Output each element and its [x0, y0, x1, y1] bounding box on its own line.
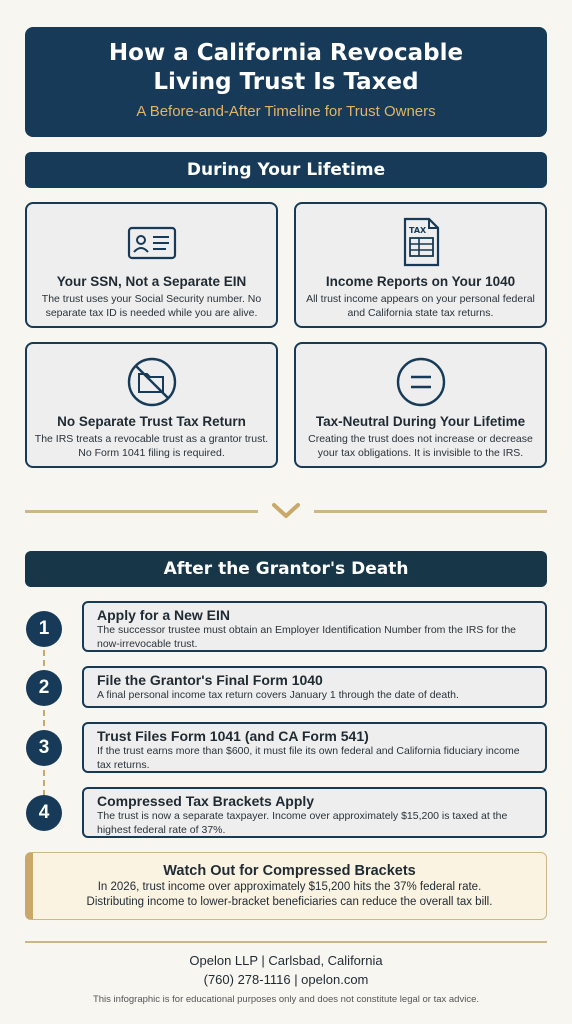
card-title: Tax-Neutral During Your Lifetime — [315, 414, 526, 429]
card-title: Your SSN, Not a Separate EIN — [56, 274, 247, 289]
step-title: Trust Files Form 1041 (and CA Form 541) — [97, 728, 369, 744]
card-description: The trust uses your Social Security number. No separate tax ID is needed while you are alive. — [41, 293, 262, 319]
callout-line-2: Distributing income to lower-bracket beneficiaries can reduce the overall tax bill. — [86, 896, 493, 908]
card-description: The IRS treats a revocable trust as a grantor trust. No Form 1041 filing is required. — [34, 433, 269, 459]
step-description: The trust is now a separate taxpayer. Income over approximately $15,200 is taxed at the highest federal rate of 37%. — [97, 810, 508, 836]
card-no-return — [25, 342, 278, 468]
page-title-line-2: Living Trust Is Taxed — [153, 69, 419, 95]
step-number: 4 — [26, 795, 62, 831]
section-heading-during: During Your Lifetime — [25, 152, 547, 188]
timeline-connector — [43, 630, 45, 816]
card-tax-neutral — [294, 342, 547, 468]
card-description: All trust income appears on your personal federal and California state tax returns. — [306, 293, 535, 319]
footer-divider — [25, 941, 547, 943]
step-title: Compressed Tax Brackets Apply — [97, 793, 315, 809]
callout-title: Watch Out for Compressed Brackets — [163, 863, 416, 879]
id-card-icon — [126, 216, 178, 268]
page-subtitle: A Before-and-After Timeline for Trust Owners — [136, 103, 436, 120]
divider-right — [314, 510, 547, 513]
step-number: 2 — [26, 670, 62, 706]
page-title-line-1: How a California Revocable — [108, 40, 464, 66]
no-folder-icon — [126, 356, 178, 408]
card-1040 — [294, 202, 547, 328]
footer-disclaimer: This infographic is for educational purposes only and does not constitute legal or tax advice. — [92, 994, 480, 1005]
card-title: No Separate Trust Tax Return — [57, 414, 246, 429]
tax-form-icon — [395, 216, 447, 268]
card-ssn — [25, 202, 278, 328]
divider-left — [25, 510, 258, 513]
step-description: The successor trustee must obtain an Employer Identification Number from the IRS for the now-irrevocable trust. — [97, 624, 517, 650]
section-heading-after: After the Grantor's Death — [25, 551, 547, 587]
step-number: 1 — [26, 611, 62, 647]
footer-firm: Opelon LLP | Carlsbad, California — [189, 953, 383, 968]
warning-callout — [25, 852, 547, 920]
step-number: 3 — [26, 730, 62, 766]
equals-icon — [395, 356, 447, 408]
step-card-final-1040 — [82, 666, 547, 708]
title-banner — [25, 27, 547, 137]
card-description: Creating the trust does not increase or decrease your tax obligations. It is invisible to the IRS. — [308, 433, 533, 459]
footer-contact: (760) 278-1116 | opelon.com — [203, 972, 369, 987]
chevron-down-icon — [270, 500, 302, 522]
callout-line-1: In 2026, trust income over approximately $15,200 hits the 37% federal rate. — [97, 881, 482, 893]
step-card-brackets — [82, 787, 547, 838]
step-card-ein — [82, 601, 547, 652]
step-title: File the Grantor's Final Form 1040 — [97, 672, 323, 688]
svg-text:TAX: TAX — [408, 226, 426, 235]
step-description: If the trust earns more than $600, it must file its own federal and California fiduciary income tax returns. — [97, 745, 520, 771]
step-card-1041 — [82, 722, 547, 773]
step-title: Apply for a New EIN — [97, 607, 231, 623]
card-title: Income Reports on Your 1040 — [325, 274, 516, 289]
step-description: A final personal income tax return covers January 1 through the date of death. — [97, 689, 459, 701]
